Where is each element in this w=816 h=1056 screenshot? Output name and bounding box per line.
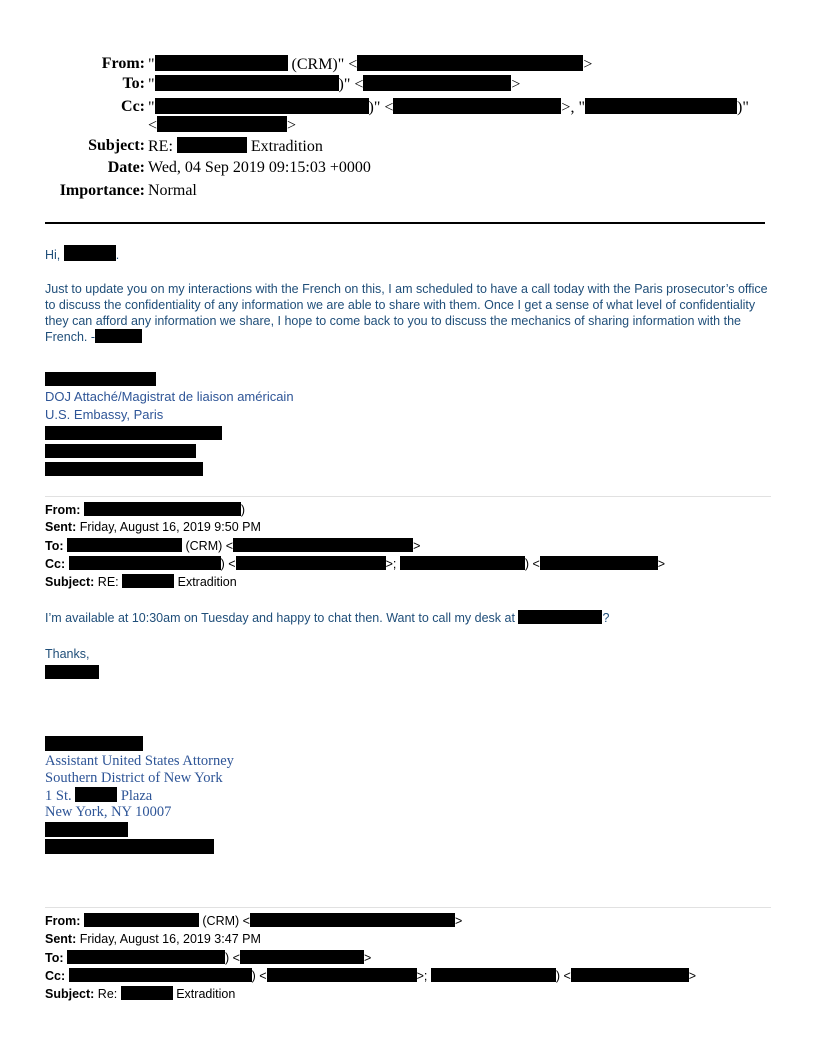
aus-attorney-title: Assistant United States Attorney — [45, 753, 234, 769]
msg2-body: I’m available at 10:30am on Tuesday and happy to chat then. Want to call my desk at ? — [45, 611, 610, 625]
redaction — [45, 665, 99, 679]
msg2-from: From: ) — [45, 503, 246, 517]
thanks: Thanks, — [45, 647, 90, 661]
to-label: To: — [122, 75, 145, 92]
header-divider — [45, 222, 765, 224]
message-body: Just to update you on my interactions with the French on this, I am scheduled to have a call today with the Paris prosecutor’s office to discuss the confidentiality of any information we are able to share with them. Once I get a sense of what level of confidentiality they can afford any information we share, I hope to come back to you to discuss the mechanics of sharing information with the French. - — [45, 282, 768, 344]
msg2-sent: Sent: Friday, August 16, 2019 9:50 PM — [45, 520, 261, 534]
redaction — [75, 787, 117, 802]
cc-value-cont: < > — [148, 117, 297, 134]
redaction — [45, 444, 196, 458]
redaction — [400, 556, 525, 570]
date-value: Wed, 04 Sep 2019 09:15:03 +0000 — [148, 159, 371, 176]
district-office: Southern District of New York — [45, 770, 223, 786]
redaction — [64, 245, 116, 261]
msg3-subject: Subject: Re: Extradition — [45, 987, 236, 1001]
redaction — [236, 556, 386, 570]
importance-value: Normal — [148, 182, 197, 199]
msg2-cc: Cc: ) < >; ) < > — [45, 557, 666, 571]
redaction — [69, 556, 221, 570]
greeting: Hi, . — [45, 245, 119, 263]
redaction — [571, 968, 689, 982]
redaction — [585, 98, 737, 114]
redaction — [45, 822, 128, 837]
importance-label: Importance: — [59, 182, 145, 199]
redaction — [155, 55, 288, 71]
redaction — [157, 116, 287, 132]
redaction — [45, 426, 222, 440]
redaction — [67, 950, 225, 964]
redaction — [45, 736, 143, 751]
redaction — [155, 98, 369, 114]
redaction — [67, 538, 182, 552]
street-address: 1 St. Plaza — [45, 788, 153, 804]
redaction — [177, 137, 247, 153]
msg3-cc: Cc: ) < >; ) < > — [45, 969, 697, 983]
from-label: From: — [101, 55, 145, 72]
message-divider — [45, 496, 771, 497]
cc-value: " )" < >, " )" — [148, 99, 749, 116]
redaction — [240, 950, 364, 964]
msg3-sent: Sent: Friday, August 16, 2019 3:47 PM — [45, 932, 261, 946]
subject-label: Subject: — [88, 137, 145, 154]
redaction — [540, 556, 658, 570]
msg2-to: To: (CRM) < > — [45, 539, 421, 553]
signature-title: DOJ Attaché/Magistrat de liaison américain — [45, 389, 294, 404]
redaction — [431, 968, 556, 982]
msg3-from: From: (CRM) < > — [45, 914, 463, 928]
redaction — [155, 75, 339, 91]
signature-org: U.S. Embassy, Paris — [45, 407, 164, 422]
redaction — [69, 968, 252, 982]
cc-label: Cc: — [121, 98, 145, 115]
redaction — [267, 968, 417, 982]
subject-value: RE: Extradition — [148, 138, 323, 155]
redaction — [357, 55, 583, 71]
to-value: " )" < > — [148, 76, 521, 93]
redaction — [45, 462, 203, 476]
city-state-zip: New York, NY 10007 — [45, 804, 172, 820]
redaction — [84, 913, 199, 927]
date-label: Date: — [107, 159, 145, 176]
redaction — [95, 329, 142, 343]
redaction — [122, 574, 174, 588]
message-divider — [45, 907, 771, 908]
redaction — [363, 75, 511, 91]
redaction — [45, 839, 214, 854]
msg3-to: To: ) < > — [45, 951, 372, 965]
redaction — [393, 98, 561, 114]
from-value: " (CRM)" < > — [148, 56, 593, 73]
redaction — [518, 610, 602, 624]
redaction — [233, 538, 413, 552]
redaction — [250, 913, 455, 927]
msg2-subject: Subject: RE: Extradition — [45, 575, 237, 589]
redaction — [45, 372, 156, 386]
redaction — [121, 986, 173, 1000]
redaction — [84, 502, 241, 516]
